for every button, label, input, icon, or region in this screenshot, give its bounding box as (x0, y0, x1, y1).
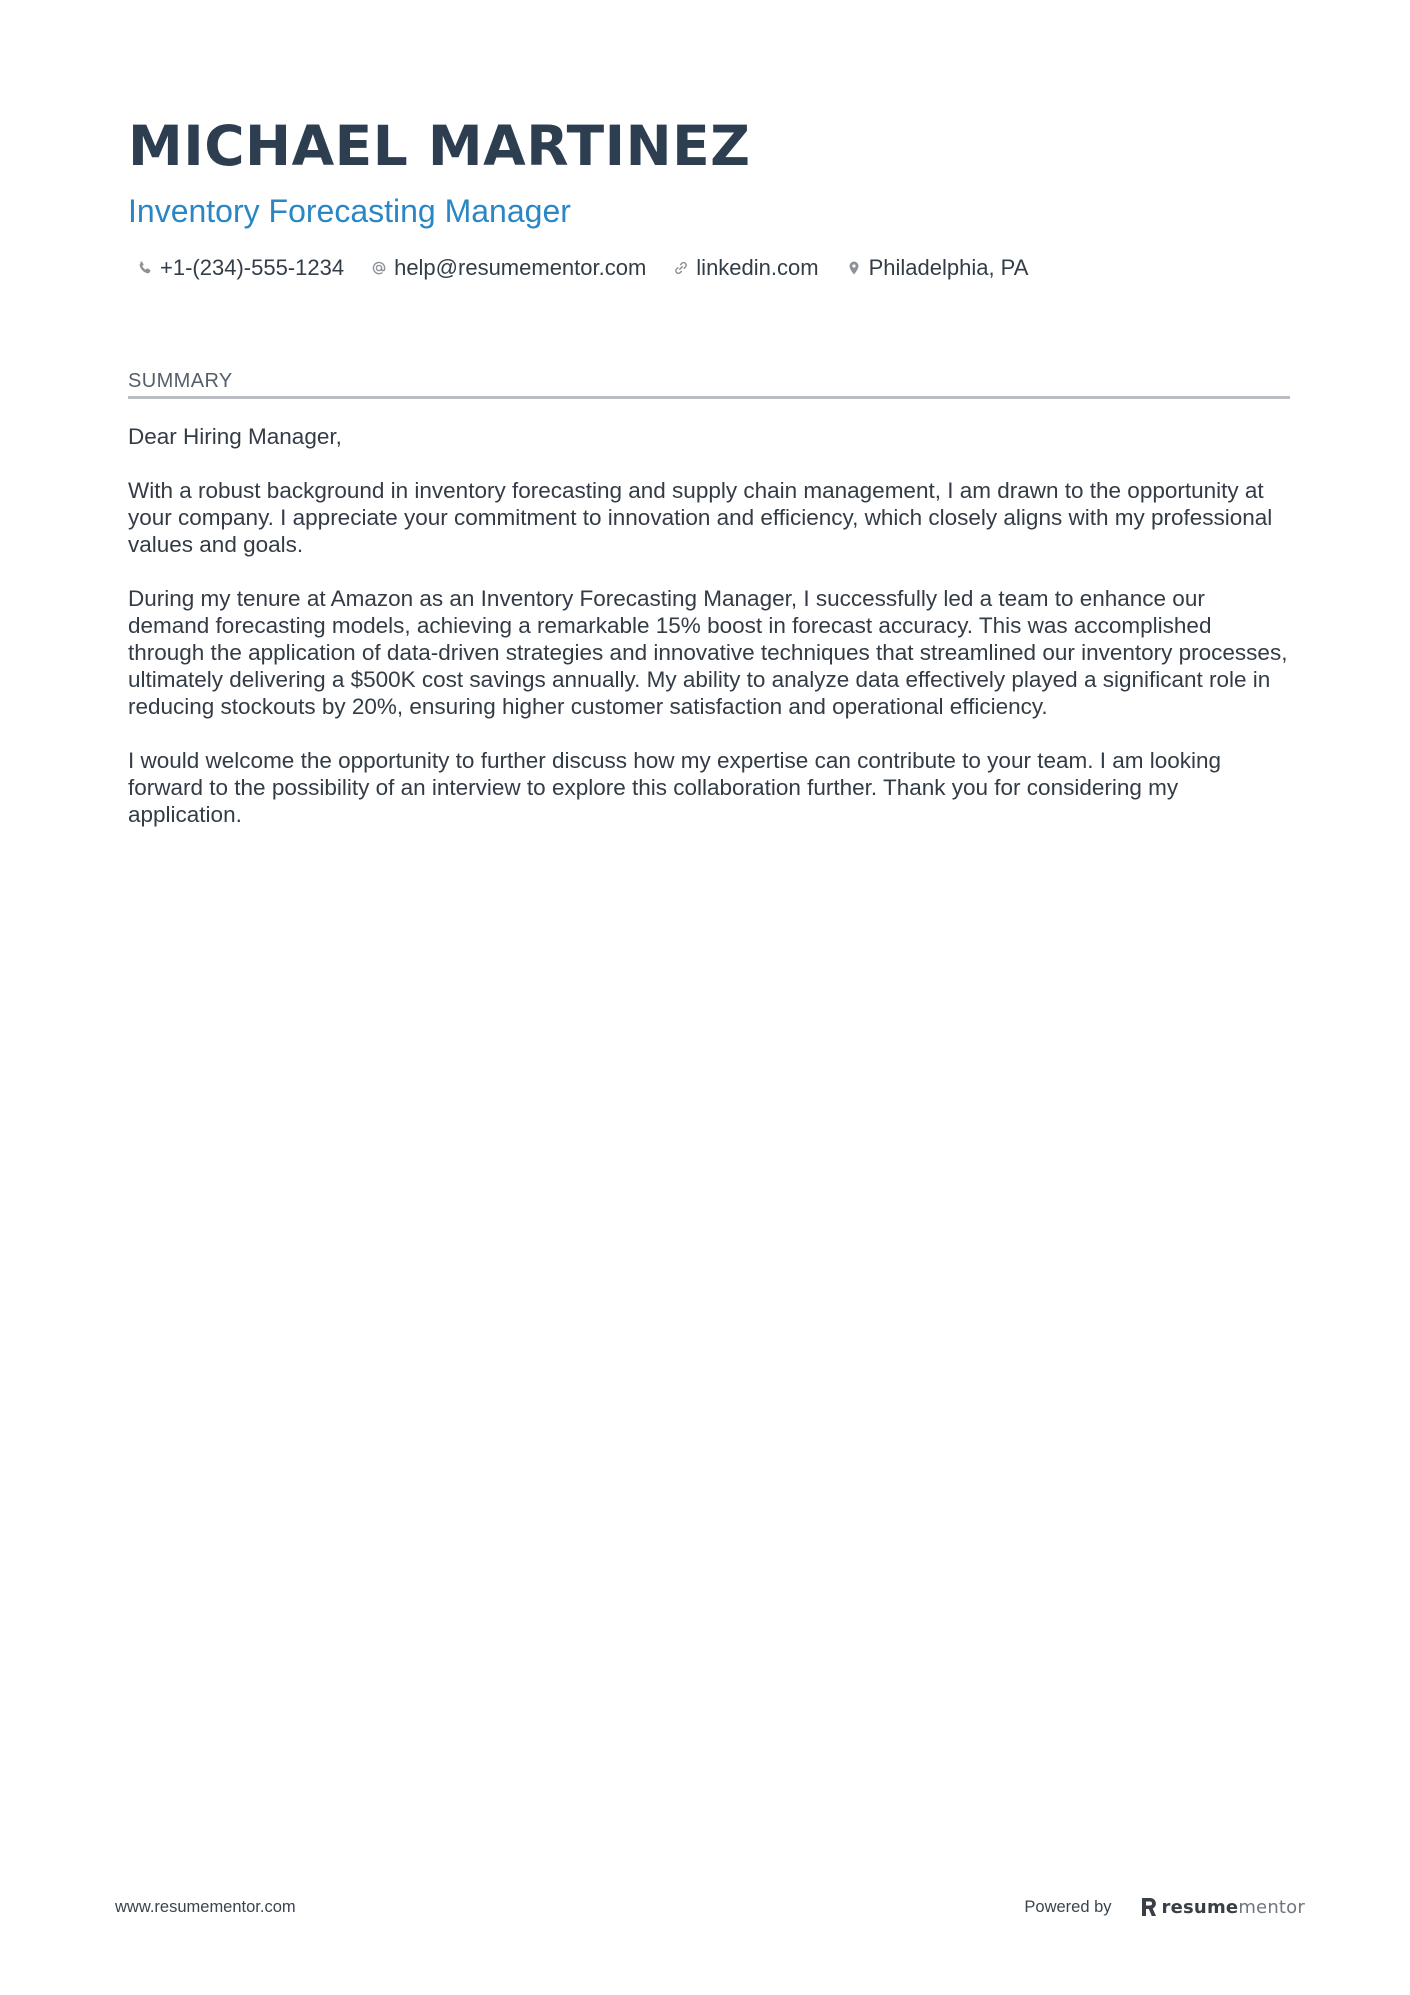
link-icon (672, 259, 690, 277)
contact-location (845, 254, 1029, 282)
candidate-name: MICHAEL MARTINEZ (128, 114, 751, 178)
resumementor-logo-icon (1140, 1896, 1158, 1918)
salutation: Dear Hiring Manager, (128, 424, 342, 449)
location-text: Philadelphia, PA (868, 255, 1029, 280)
powered-by-label: Powered by (1024, 1897, 1112, 1916)
at-icon (370, 259, 388, 277)
phone-text[interactable]: +1-(234)-555-1234 (160, 255, 345, 280)
phone-icon (136, 259, 154, 277)
section-heading-summary: SUMMARY (128, 370, 233, 392)
letter-paragraph-1: With a robust background in inventory forecasting and supply chain management, I am drawn to the opportunity at your company. I appreciate your commitment to innovation and efficiency, which closely aligns with my professional values and goals. (128, 478, 1273, 557)
brand-wordmark (1162, 1897, 1305, 1918)
section-divider (128, 396, 1290, 399)
contact-phone (136, 254, 344, 282)
letter-paragraph-3: I would welcome the opportunity to further discuss how my expertise can contribute to your team. I am looking forward to the possibility of an interview to explore this collaboration further. Thank you for considering my application. (128, 748, 1222, 827)
job-title: Inventory Forecasting Manager (128, 193, 571, 229)
map-pin-icon (845, 259, 863, 277)
email-text[interactable]: help@resumementor.com (394, 255, 647, 280)
page-footer (115, 1892, 1305, 1922)
contact-linkedin (672, 254, 818, 282)
summary-section (128, 368, 1290, 828)
linkedin-text[interactable]: linkedin.com (696, 255, 819, 280)
contact-bar (128, 254, 1290, 282)
brand-logo[interactable] (1140, 1896, 1305, 1918)
contact-email (370, 254, 646, 282)
brand-wordmark-light: mentor (1238, 1896, 1305, 1918)
letter-paragraph-2: During my tenure at Amazon as an Inventory Forecasting Manager, I successfully led a team to enhance our demand forecasting models, achieving a remarkable 15% boost in forecast accuracy. This was accomplished through the application of data-driven strategies and innovative techniques that streamlined our inventory processes, ultimately delivering a $500K cost savings annually. My ability to analyze data effectively played a significant role in reducing stockouts by 20%, ensuring higher customer satisfaction and operational efficiency. (128, 586, 1288, 719)
brand-wordmark-bold: resume (1161, 1896, 1239, 1918)
footer-website-link[interactable]: www.resumementor.com (115, 1897, 296, 1916)
resume-content (128, 112, 1290, 855)
cover-letter-body (128, 423, 1290, 828)
footer-branding (1024, 1896, 1305, 1918)
